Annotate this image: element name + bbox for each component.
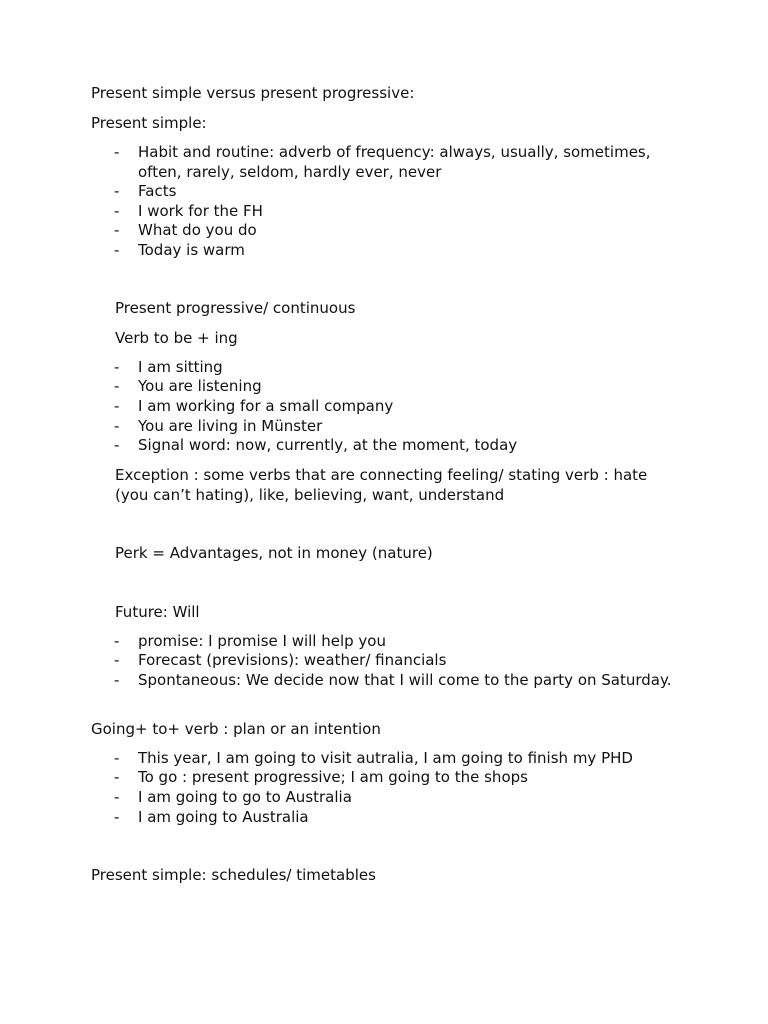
list-bullet: - bbox=[114, 221, 120, 239]
list-bullet: - bbox=[114, 671, 120, 689]
list-bullet: - bbox=[114, 182, 120, 200]
exception-note: Exception : some verbs that are connecting feeling/ stating verb : hate (you can’t hating), like, believing, want, understand bbox=[115, 466, 648, 504]
list-bullet: - bbox=[114, 202, 120, 220]
list-item: Signal word: now, currently, at the moment, today bbox=[138, 436, 518, 454]
list-item: Spontaneous: We decide now that I will come to the party on Saturday. bbox=[138, 671, 672, 689]
list-bullet: - bbox=[114, 768, 120, 786]
list-bullet: - bbox=[114, 749, 120, 767]
present-progressive-label: Present progressive/ continuous bbox=[115, 299, 356, 317]
list-item: I am working for a small company bbox=[138, 397, 394, 415]
doc-heading: Present simple versus present progressive: bbox=[91, 84, 415, 102]
list-item: Forecast (previsions): weather/ financials bbox=[138, 651, 447, 669]
list-item: I work for the FH bbox=[138, 202, 263, 220]
list-bullet: - bbox=[114, 651, 120, 669]
list-item: To go : present progressive; I am going to the shops bbox=[138, 768, 528, 786]
list-bullet: - bbox=[114, 788, 120, 806]
list-bullet: - bbox=[114, 632, 120, 650]
list-bullet: - bbox=[114, 241, 120, 259]
list-bullet: - bbox=[114, 377, 120, 395]
present-simple-label: Present simple: bbox=[91, 114, 207, 132]
going-to-label: Going+ to+ verb : plan or an intention bbox=[91, 720, 381, 738]
list-bullet: - bbox=[114, 808, 120, 826]
list-item: You are living in Münster bbox=[138, 417, 323, 435]
list-item: I am sitting bbox=[138, 358, 223, 376]
present-progressive-formula: Verb to be + ing bbox=[115, 329, 238, 347]
list-item: I am going to Australia bbox=[138, 808, 309, 826]
list-item: Today is warm bbox=[138, 241, 245, 259]
list-item: Habit and routine: adverb of frequency: always, usually, sometimes, often, rarely, seldom, hardly ever, never bbox=[138, 143, 651, 181]
list-item: What do you do bbox=[138, 221, 257, 239]
schedules-note: Present simple: schedules/ timetables bbox=[91, 866, 376, 884]
list-item: This year, I am going to visit autralia, I am going to finish my PHD bbox=[138, 749, 633, 767]
list-item: Facts bbox=[138, 182, 177, 200]
list-bullet: - bbox=[114, 143, 120, 161]
list-item: I am going to go to Australia bbox=[138, 788, 352, 806]
list-item: promise: I promise I will help you bbox=[138, 632, 386, 650]
future-will-label: Future: Will bbox=[115, 603, 200, 621]
list-bullet: - bbox=[114, 417, 120, 435]
list-bullet: - bbox=[114, 397, 120, 415]
list-bullet: - bbox=[114, 358, 120, 376]
list-item: You are listening bbox=[138, 377, 262, 395]
list-bullet: - bbox=[114, 436, 120, 454]
perk-note: Perk = Advantages, not in money (nature) bbox=[115, 544, 433, 562]
